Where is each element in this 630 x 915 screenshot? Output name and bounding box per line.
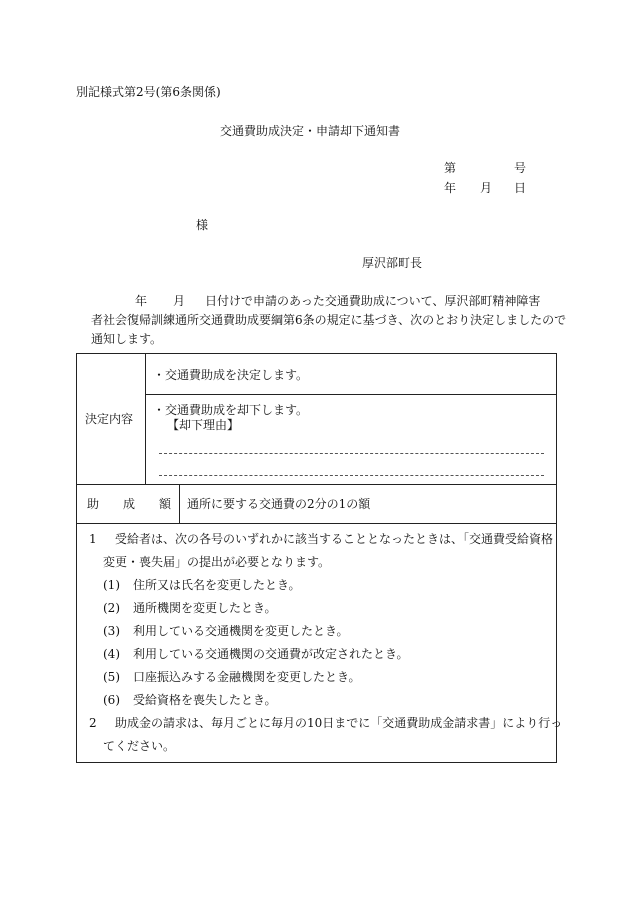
divider-notes-row <box>77 523 556 524</box>
note-2-number: 2 <box>89 716 97 730</box>
document-title: 交通費助成決定・申請却下通知書 <box>220 124 401 138</box>
notes-section <box>89 528 563 758</box>
body-line-2: 者社会復帰訓練通所交通費助成要綱第6条の規定に基づき、次のとおり決定しましたので <box>91 313 567 327</box>
document-number-suffix: 号 <box>514 161 527 175</box>
reject-reason-label: 【却下理由】 <box>167 418 240 432</box>
notice-body <box>91 292 566 349</box>
list-item <box>89 620 549 643</box>
divider-amount-row <box>77 484 556 485</box>
date-day-label: 日 <box>514 181 527 195</box>
list-item-number: (4) <box>103 647 120 661</box>
list-item <box>89 574 549 597</box>
reject-reason-line-1 <box>159 453 544 454</box>
option-approve: ・交通費助成を決定します。 <box>153 368 309 382</box>
body-line-3: 通知します。 <box>91 332 163 346</box>
list-item-text: 通所機関を変更したとき。 <box>133 601 277 615</box>
list-item <box>89 689 549 712</box>
list-item-text: 住所又は氏名を変更したとき。 <box>133 578 301 592</box>
note-2-text: 助成金の請求は、毎月ごとに毎月の10日までに「交通費助成金請求書」により行っ <box>115 716 563 730</box>
list-item-number: (6) <box>103 693 120 707</box>
body-line-1-text: 日付けで申請のあった交通費助成について、厚沢部町精神障害 <box>205 294 541 308</box>
divider-decision-options <box>145 394 556 395</box>
note-1-line-2: 変更・喪失届」の提出が必要となります。 <box>103 555 331 569</box>
note-1-text: 受給者は、次の各号のいずれかに該当することとなったときは、「交通費受給資格 <box>115 532 554 546</box>
list-item-text: 口座振込みする金融機関を変更したとき。 <box>133 670 361 684</box>
note-2-line-1 <box>89 712 563 735</box>
issuer-name: 厚沢部町長 <box>362 256 423 270</box>
list-item-text: 利用している交通機関を変更したとき。 <box>133 624 349 638</box>
list-item-text: 受給資格を喪失したとき。 <box>133 693 277 707</box>
addressee-suffix: 様 <box>196 218 209 232</box>
note-1-line-1 <box>89 528 554 551</box>
list-item-number: (5) <box>103 670 120 684</box>
amount-value: 通所に要する交通費の2分の1の額 <box>187 497 371 511</box>
note-2-line-2: てください。 <box>103 739 176 753</box>
note-1-number: 1 <box>89 532 97 546</box>
reject-reason-line-2 <box>159 475 544 476</box>
divider-decision-column <box>145 354 146 484</box>
list-item <box>89 597 549 620</box>
body-line-1 <box>91 292 566 311</box>
form-reference: 別記様式第2号(第6条関係) <box>76 85 221 99</box>
list-item-number: (2) <box>103 601 120 615</box>
list-item-number: (1) <box>103 578 120 592</box>
list-item <box>89 643 549 666</box>
body-year-label: 年 <box>134 294 147 308</box>
amount-label: 助 成 額 <box>87 497 172 511</box>
list-item-text: 利用している交通機関の交通費が改定されたとき。 <box>133 647 409 661</box>
list-item-number: (3) <box>103 624 120 638</box>
document-number-label: 第 <box>444 161 457 175</box>
list-item <box>89 666 549 689</box>
decision-table <box>76 353 563 763</box>
date-month-label: 月 <box>480 181 493 195</box>
divider-amount-column <box>179 484 180 523</box>
body-month-label: 月 <box>172 294 185 308</box>
decision-label: 決定内容 <box>85 412 134 426</box>
date-year-label: 年 <box>444 181 457 195</box>
option-reject: ・交通費助成を却下します。 <box>153 403 309 417</box>
